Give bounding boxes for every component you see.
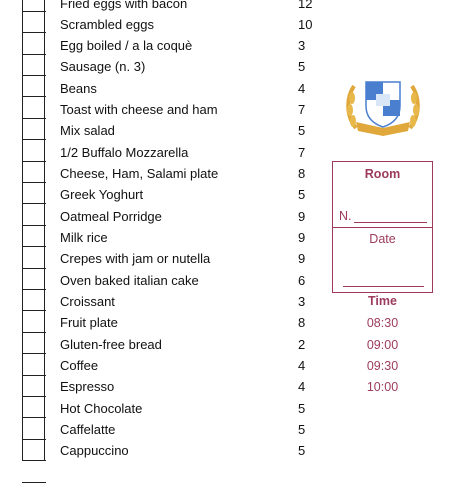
menu-item-price: 4 (298, 358, 306, 373)
time-slot[interactable]: 10:00 (366, 380, 399, 394)
menu-item-price: 4 (298, 379, 306, 394)
checkbox-row-divider (22, 32, 46, 33)
menu-item-price: 5 (298, 443, 306, 458)
checkbox-row-divider (22, 11, 46, 12)
menu-item-name: Cappuccino (60, 443, 129, 458)
time-slot[interactable]: 09:30 (366, 359, 399, 373)
room-number-label: N. (339, 209, 352, 223)
menu-item-price: 2 (298, 337, 306, 352)
menu-item (60, 355, 320, 376)
menu-item-price: 5 (298, 59, 306, 74)
menu-item-name: 1/2 Buffalo Mozzarella (60, 145, 189, 160)
menu-item (60, 440, 320, 461)
room-date-form (332, 161, 433, 293)
menu-item (60, 334, 320, 355)
menu-item-name: Espresso (60, 379, 115, 394)
menu-item (60, 56, 320, 77)
menu-item-price: 5 (298, 422, 306, 437)
menu-item (60, 206, 320, 227)
checkbox-row-divider (22, 118, 46, 119)
menu-item (60, 142, 320, 163)
menu-item-price: 8 (298, 315, 306, 330)
menu-item-name: Egg boiled / a la coquè (60, 38, 193, 53)
hotel-crest-logo-icon (344, 76, 422, 136)
menu-item-price: 4 (298, 81, 306, 96)
checkbox-row-divider (22, 75, 46, 76)
room-number-field[interactable] (354, 222, 427, 223)
menu-item-price: 9 (298, 230, 306, 245)
menu-item-name: Cheese, Ham, Salami plate (60, 166, 219, 181)
menu-item-name: Crepes with jam or nutella (60, 251, 211, 266)
menu-item-price: 7 (298, 102, 306, 117)
menu-item-price: 7 (298, 145, 306, 160)
menu-item-price: 5 (298, 401, 306, 416)
menu-item-price: 3 (298, 38, 306, 53)
menu-item-name: Hot Chocolate (60, 401, 143, 416)
menu-item-price: 5 (298, 187, 306, 202)
menu-item (60, 120, 320, 141)
menu-item-name: Scrambled eggs (60, 17, 154, 32)
menu-item-price: 3 (298, 294, 306, 309)
menu-item (60, 312, 320, 333)
menu-item (60, 14, 320, 35)
menu-item-name: Caffelatte (60, 422, 116, 437)
checkbox-row-divider (22, 96, 46, 97)
checkbox-row-divider (22, 289, 46, 290)
menu-item (60, 398, 320, 419)
checkbox-row-divider (22, 139, 46, 140)
menu-item (60, 99, 320, 120)
checkbox-row-divider (22, 182, 46, 183)
menu-item-name: Coffee (60, 358, 99, 373)
checkbox-row-divider (22, 396, 46, 397)
room-label: Room (364, 167, 401, 181)
menu-item-name: Greek Yoghurt (60, 187, 144, 202)
menu-item-name: Sausage (n. 3) (60, 59, 146, 74)
menu-item (60, 35, 320, 56)
checkbox-row-divider (22, 203, 46, 204)
menu-item-name: Toast with cheese and ham (60, 102, 218, 117)
form-divider (333, 227, 432, 228)
menu-item (60, 78, 320, 99)
checkbox-row-divider (22, 225, 46, 226)
checkbox-row-divider (22, 417, 46, 418)
checkbox-row-divider (22, 310, 46, 311)
menu-item-price: 12 (298, 0, 313, 11)
menu-item-name: Milk rice (60, 230, 108, 245)
checkbox-row-divider (22, 268, 46, 269)
menu-item (60, 0, 320, 14)
time-slot[interactable]: 08:30 (366, 316, 399, 330)
menu-item-name: Oatmeal Porridge (60, 209, 162, 224)
menu-item (60, 163, 320, 184)
checkbox-column (22, 0, 45, 460)
checkbox-row-divider (22, 375, 46, 376)
menu-item-price: 6 (298, 273, 306, 288)
menu-item (60, 248, 320, 269)
checkbox-row-divider (22, 246, 46, 247)
checkbox-row-divider (22, 439, 46, 440)
time-slot[interactable]: 09:00 (366, 338, 399, 352)
menu-item-name: Croissant (60, 294, 115, 309)
menu-item-price: 10 (298, 17, 313, 32)
menu-item-name: Gluten-free bread (60, 337, 162, 352)
menu-item-price: 9 (298, 209, 306, 224)
checkbox-row-divider (22, 54, 46, 55)
checkbox-row-divider (22, 460, 46, 461)
menu-item (60, 376, 320, 397)
menu-item-price: 5 (298, 123, 306, 138)
menu-item (60, 184, 320, 205)
menu-item-price: 9 (298, 251, 306, 266)
menu-item-price: 8 (298, 166, 306, 181)
menu-item-name: Fruit plate (60, 315, 118, 330)
menu-item-name: Mix salad (60, 123, 115, 138)
date-field[interactable] (343, 286, 424, 287)
menu-item (60, 419, 320, 440)
checkbox-row-divider (22, 332, 46, 333)
menu-item (60, 291, 320, 312)
checkbox-row-divider (22, 353, 46, 354)
date-label: Date (369, 232, 396, 246)
menu-item-name: Beans (60, 81, 97, 96)
menu-item-name: Fried eggs with bacon (60, 0, 188, 11)
menu-item (60, 227, 320, 248)
time-label: Time (368, 294, 397, 308)
menu-item-name: Oven baked italian cake (60, 273, 199, 288)
menu-item (60, 270, 320, 291)
checkbox-row-divider (22, 161, 46, 162)
